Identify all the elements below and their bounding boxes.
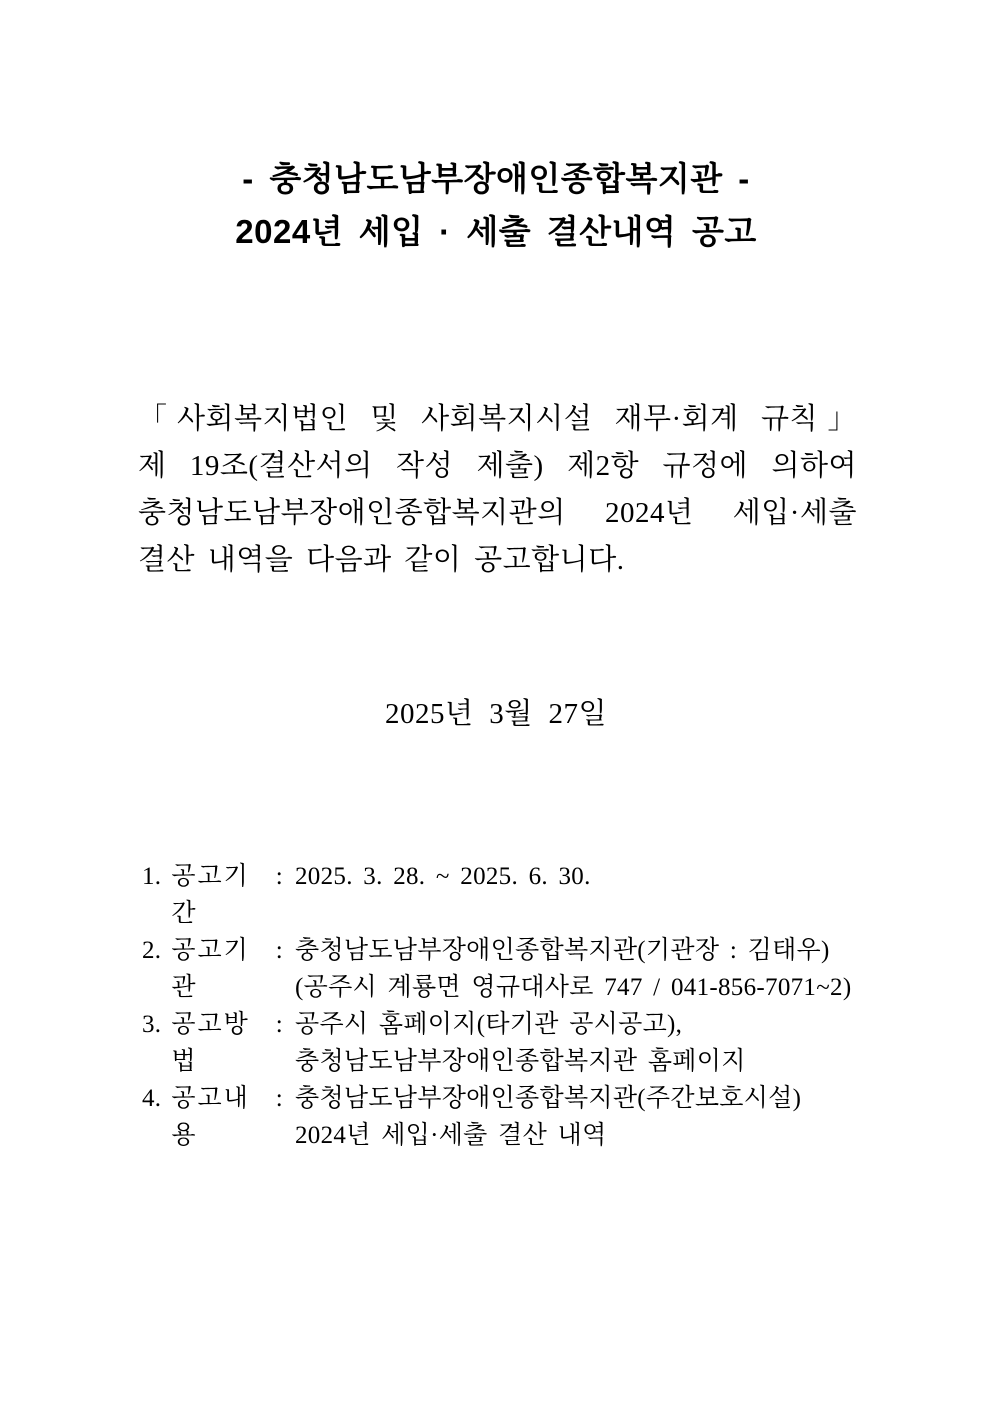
list-item-head [142, 858, 295, 932]
item-value-line: 2025. 3. 28. ~ 2025. 6. 30. [295, 863, 591, 890]
item-label: 공고기간 [171, 863, 250, 927]
list-item-announcing-org [142, 932, 892, 1006]
item-label: 공고기관 [171, 937, 250, 1001]
item-colon: : [275, 863, 283, 890]
item-colon: : [275, 1085, 283, 1112]
item-value-line: 충청남도남부장애인종합복지관 홈페이지 [295, 1048, 746, 1075]
list-item-head [142, 932, 295, 1006]
item-value-line: 충청남도남부장애인종합복지관(주간보호시설) [295, 1085, 802, 1112]
item-values [295, 1006, 892, 1080]
title-line-1: - 충청남도남부장애인종합복지관 - [242, 160, 750, 197]
item-colon: : [275, 1011, 283, 1038]
item-value-line: (공주시 계룡면 영규대사로 747 / 041-856-7071~2) [295, 974, 852, 1001]
list-item-announcement-method [142, 1006, 892, 1080]
item-value-line: 충청남도남부장애인종합복지관(기관장 : 김태우) [295, 937, 830, 964]
list-item-head [142, 1080, 295, 1154]
paragraph-line: 결산 내역을 다음과 같이 공고합니다. [138, 544, 625, 576]
list-item-head [142, 1006, 295, 1080]
paragraph-line: 제 19조(결산서의 작성 제출) 제2항 규정에 의하여 [138, 450, 857, 482]
item-number: 1. [142, 863, 162, 890]
item-values [295, 858, 892, 895]
item-value-line: 2024년 세입·세출 결산 내역 [295, 1122, 607, 1149]
item-values [295, 1080, 892, 1154]
item-number: 3. [142, 1011, 162, 1038]
item-label: 공고내용 [171, 1085, 250, 1149]
paragraph-line: 「사회복지법인 및 사회복지시설 재무·회계 규칙」 [138, 403, 857, 435]
item-number: 4. [142, 1085, 162, 1112]
body-paragraph [138, 396, 857, 584]
item-values [295, 932, 892, 1006]
item-label: 공고방법 [171, 1011, 250, 1075]
notice-list [0, 858, 992, 1154]
item-value-line: 공주시 홈페이지(타기관 공시공고), [295, 1011, 683, 1038]
announcement-title [0, 152, 992, 258]
paragraph-line: 충청남도남부장애인종합복지관의 2024년 세입·세출 [138, 497, 857, 529]
item-colon: : [275, 937, 283, 964]
title-line-2: 2024년 세입 · 세출 결산내역 공고 [235, 213, 757, 250]
item-number: 2. [142, 937, 162, 964]
list-item-announcement-content [142, 1080, 892, 1154]
announcement-date: 2025년 3월 27일 [384, 698, 608, 730]
list-item-announcement-period [142, 858, 892, 932]
